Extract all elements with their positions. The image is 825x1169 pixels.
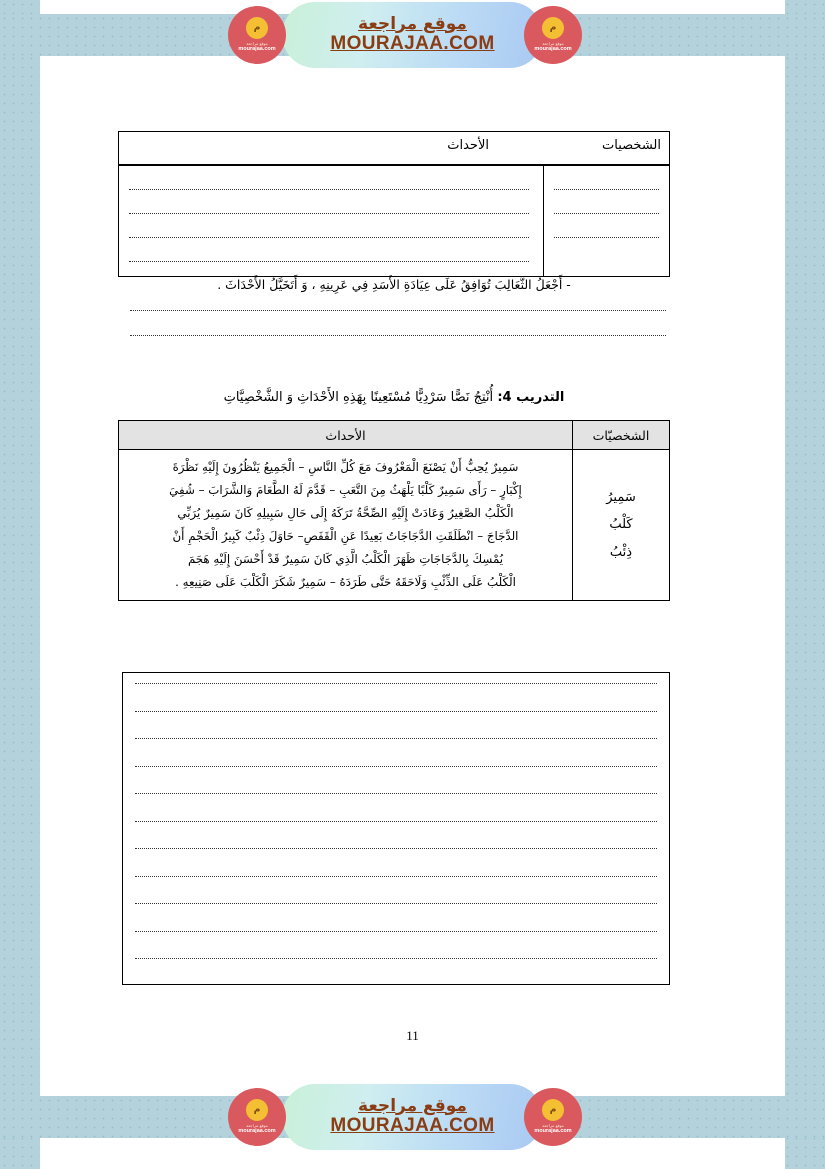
blank-table-events-writing-lines[interactable]	[129, 166, 529, 262]
blank-table-header-events: الأحداث	[447, 138, 489, 153]
writing-line[interactable]	[135, 793, 657, 794]
writing-line[interactable]	[554, 237, 659, 238]
logo-caption-ar: موقع مراجعة	[542, 41, 564, 47]
writing-line[interactable]	[135, 903, 657, 904]
logo-caption-en: mourajaa.com	[534, 46, 572, 53]
banner-title-ar: موقع مراجعة	[358, 13, 467, 34]
logo-emblem-icon: م	[542, 17, 564, 39]
writing-line[interactable]	[135, 766, 657, 767]
character-item: ذِئْبُ	[609, 544, 633, 560]
logo-emblem-icon: م	[542, 1099, 564, 1121]
writing-line[interactable]	[554, 213, 659, 214]
logo-caption-en: mourajaa.com	[238, 46, 276, 53]
events-cell	[119, 450, 573, 601]
writing-line[interactable]	[135, 683, 657, 684]
events-characters-table	[118, 420, 670, 601]
event-line: الدَّجَاجَ – انْطَلَقَتِ الدَّجَاجَاتُ بَعِيدًا عَنِ الْقَفَصِ– حَاوَلَ ذِئْبٌ كَبِيرُ الْحَجْمِ أَنْ	[172, 529, 519, 543]
writing-line[interactable]	[129, 213, 529, 214]
table-row	[119, 450, 670, 601]
writing-line[interactable]	[129, 261, 529, 262]
writing-line[interactable]	[135, 821, 657, 822]
writing-line[interactable]	[135, 738, 657, 739]
banner-title-block	[282, 4, 543, 66]
prompt-sentence: - أَجْعَلُ الثَّعَالِبَ تُوَافِقُ عَلَى عِيَادَةِ الأَسَدِ فِي عَرِينِهِ ، وَ أَتَخَيَّلُ الأَحْدَاثَ .	[217, 277, 571, 292]
logo-caption-ar: موقع مراجعة	[542, 1123, 564, 1129]
blank-table	[118, 131, 670, 277]
exercise-title	[118, 390, 670, 405]
event-line: الْكَلْبُ الصَّغِيرُ وَعَادَتْ إِلَيْهِ الصِّحَّةُ تَرَكَهُ إِلَى حَالِ سَبِيلِهِ كَانَ سَمِيرٌ يُرَبِّي	[177, 506, 514, 520]
logo-emblem-icon: م	[246, 17, 268, 39]
event-line: سَمِيرٌ يُحِبُّ أَنْ يَصْنَعَ الْمَعْرُوفَ مَعَ كُلِّ النَّاسِ – الْجَمِيعُ يَنْظُرُونَ إِلَيْهِ نَظْرَةَ	[172, 460, 519, 474]
event-line: إِكْبَارٍ – رَأَى سَمِيرٌ كَلْبًا يَلْهَثُ مِنَ التَّعَبِ – قَدَّمَ لَهُ الطَّعَامَ وَالشَّرَابَ – شُفِيَ	[169, 483, 522, 497]
writing-line[interactable]	[130, 335, 666, 336]
blank-table-header-row	[119, 132, 669, 166]
logo-emblem-icon: م	[246, 1099, 268, 1121]
writing-line[interactable]	[554, 189, 659, 190]
free-writing-lines[interactable]	[130, 310, 666, 360]
table-header-characters: الشخصيّات	[573, 421, 670, 450]
writing-line[interactable]	[130, 310, 666, 311]
footer-banner	[0, 1082, 825, 1152]
event-line: يُمْسِكَ بِالدَّجَاجَاتِ ظَهَرَ الْكَلْبُ الَّذِي كَانَ سَمِيرٌ قَدْ أَحْسَنَ إِلَيْهِ هَجَمَ	[187, 552, 504, 566]
blank-table-characters-writing-lines[interactable]	[554, 166, 659, 238]
answer-box[interactable]	[122, 672, 670, 985]
writing-line[interactable]	[135, 848, 657, 849]
banner-title-en: MOURAJAA.COM	[330, 1115, 495, 1137]
banner-title-en: MOURAJAA.COM	[330, 33, 495, 55]
banner-title-ar: موقع مراجعة	[358, 1095, 467, 1116]
logo-caption-en: mourajaa.com	[534, 1128, 572, 1135]
exercise-instruction: أُنْتِجُ نَصًّا سَرْدِيًّا مُسْتَعِينًا بِهَذِهِ الأَحْدَاثِ وَ الشَّخْصِيَّاتِ	[223, 390, 494, 405]
blank-table-body	[119, 166, 669, 276]
mourajaa-logo-icon	[228, 1088, 286, 1146]
writing-line[interactable]	[129, 189, 529, 190]
logo-caption-ar: موقع مراجعة	[246, 1123, 268, 1129]
writing-line[interactable]	[135, 958, 657, 959]
blank-table-column-divider	[543, 166, 544, 276]
character-item: سَمِيرُ	[606, 490, 636, 506]
events-characters-table-header-row	[119, 421, 670, 450]
event-line: الْكَلْبُ عَلَى الذِّئْبِ وَلَاحَقَهُ حَتَّى طَرَدَهُ – سَمِيرٌ شَكَرَ الْكَلْبَ عَلَى صَنِيعِهِ .	[175, 575, 516, 589]
writing-line[interactable]	[135, 711, 657, 712]
writing-line[interactable]	[135, 876, 657, 877]
blank-table-header-characters: الشخصيات	[602, 138, 661, 153]
logo-caption-ar: موقع مراجعة	[246, 41, 268, 47]
characters-cell	[573, 450, 670, 601]
banner-title-block	[282, 1086, 543, 1148]
character-item: كَلْبُ	[609, 517, 633, 533]
header-banner	[0, 0, 825, 70]
writing-line[interactable]	[129, 237, 529, 238]
logo-caption-en: mourajaa.com	[238, 1128, 276, 1135]
table-header-events: الأحداث	[119, 421, 573, 450]
page-number: 11	[406, 1028, 419, 1043]
mourajaa-logo-icon	[228, 6, 286, 64]
exercise-label: التدريب 4:	[497, 390, 565, 405]
writing-line[interactable]	[135, 931, 657, 932]
